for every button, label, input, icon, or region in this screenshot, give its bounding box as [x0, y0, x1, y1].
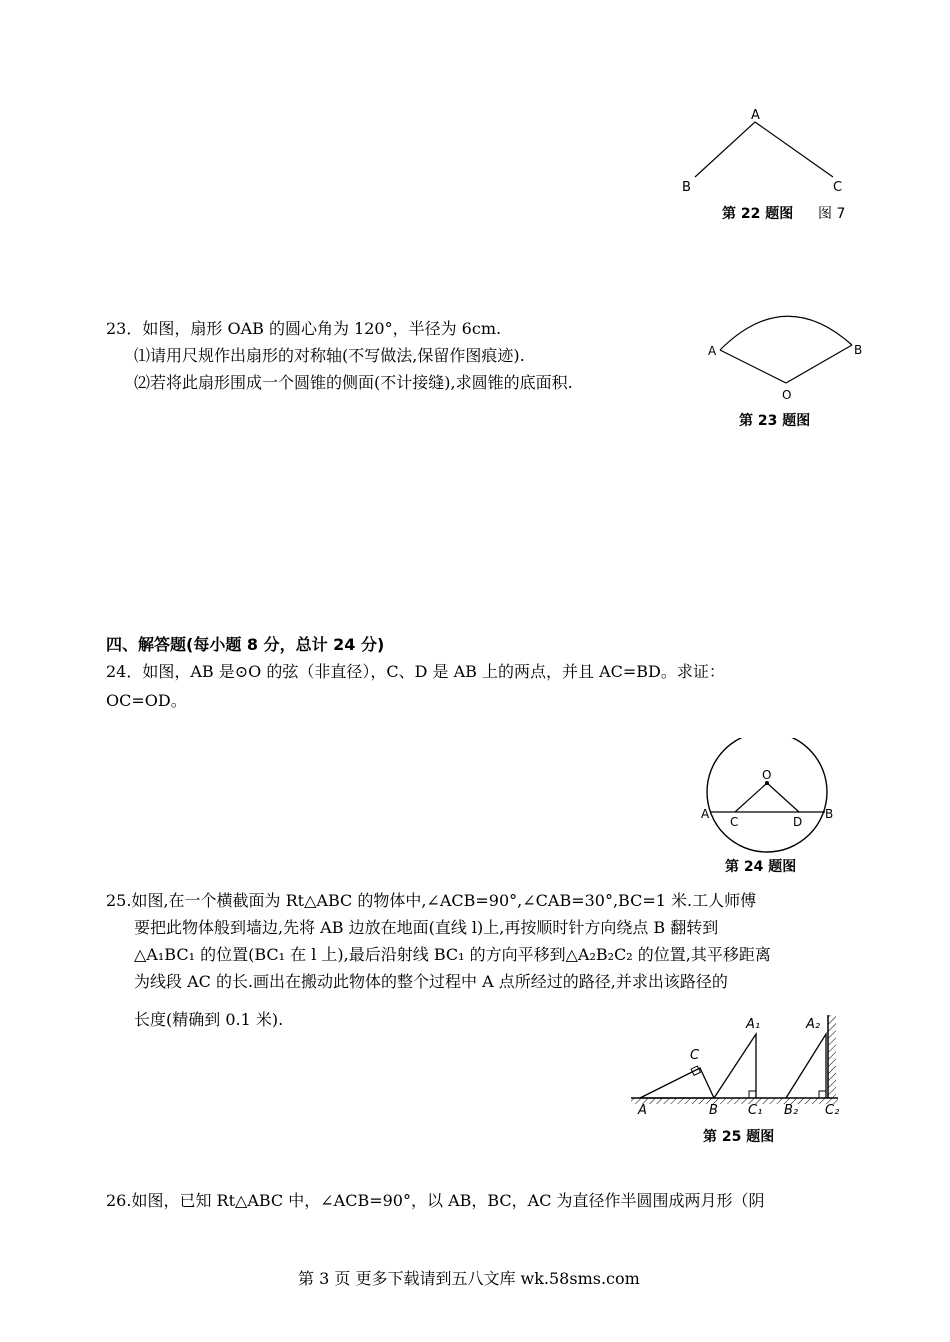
- radius-oa: [720, 350, 786, 383]
- q23-line-2: ⑴请用尺规作出扇形的对称轴(不写做法,保留作图痕迹).: [134, 346, 525, 365]
- ground-hatch: [631, 1098, 838, 1104]
- section-4-heading: 四、解答题(每小题 8 分，总计 24 分): [106, 635, 385, 654]
- vertex-c-label: C: [833, 180, 843, 195]
- q25-line-4: 为线段 AC 的长.画出在搬动此物体的整个过程中 A 点所经过的路径,并求出该路径的: [134, 972, 728, 991]
- circle-o: [707, 738, 827, 852]
- figure-22: [675, 105, 855, 195]
- point-a-label: A: [638, 1103, 647, 1118]
- point-b-label: B: [825, 807, 834, 821]
- radius-ob: [786, 345, 852, 383]
- point-d-label: D: [793, 815, 803, 829]
- figure-7-caption: 图 7: [818, 206, 846, 222]
- point-a-label: A: [708, 344, 717, 358]
- q25-line-1: 25.如图,在一个横截面为 Rt△ABC 的物体中,∠ACB=90°,∠CAB=30°,BC=1 米.工人师傅: [106, 891, 757, 910]
- right-angle-c1: [749, 1091, 756, 1098]
- q23-line-1: 23．如图，扇形 OAB 的圆心角为 120°，半径为 6cm.: [106, 319, 502, 338]
- triangle-abc: [695, 122, 833, 177]
- figure-25-caption: 第 25 题图: [703, 1129, 775, 1145]
- q25-line-5: 长度(精确到 0.1 米).: [134, 1010, 284, 1029]
- point-b-label: B: [854, 343, 863, 357]
- vertex-b-label: B: [682, 180, 691, 195]
- point-a2-label: A₂: [806, 1017, 821, 1032]
- q23-line-3: ⑵若将此扇形围成一个圆锥的侧面(不计接缝),求圆锥的底面积.: [134, 373, 573, 392]
- segment-od: [767, 783, 799, 812]
- point-b2-label: B₂: [784, 1103, 799, 1118]
- point-o-label: O: [762, 768, 772, 782]
- point-b-label: B: [709, 1103, 718, 1118]
- q25-line-3: △A₁BC₁ 的位置(BC₁ 在 l 上),最后沿射线 BC₁ 的方向平移到△A₂B₂C₂ 的位置,其平移距离: [134, 945, 771, 964]
- point-c-label: C: [730, 815, 739, 829]
- triangle-a1bc1: [714, 1034, 756, 1098]
- point-c2-label: C₂: [825, 1103, 840, 1118]
- segment-oc: [735, 783, 767, 812]
- vertex-a-label: A: [751, 108, 760, 123]
- triangle-abc: [640, 1068, 714, 1098]
- point-a-label: A: [701, 807, 710, 821]
- page-footer: 第 3 页 更多下载请到五八文库 wk.58sms.com: [298, 1269, 640, 1288]
- point-o-label: O: [782, 388, 792, 402]
- figure-22-caption: 第 22 题图: [722, 206, 794, 222]
- figure-24: [695, 738, 840, 853]
- sector-arc: [720, 316, 852, 350]
- q25-line-2: 要把此物体般到墙边,先将 AB 边放在地面(直线 l)上,再按顺时针方向绕点 B 翻转到: [134, 918, 719, 937]
- figure-24-caption: 第 24 题图: [725, 859, 797, 875]
- point-c1-label: C₁: [748, 1103, 763, 1118]
- point-c-label: C: [690, 1048, 700, 1063]
- figure-25: [628, 1012, 848, 1120]
- wall-hatch: [828, 1015, 836, 1098]
- triangle-a2b2c2: [786, 1034, 826, 1098]
- figure-23: [700, 300, 870, 405]
- q24-line-2: OC=OD。: [106, 691, 187, 710]
- right-angle-c2: [819, 1091, 826, 1098]
- figure-23-caption: 第 23 题图: [739, 413, 811, 429]
- q26-line-1: 26.如图，已知 Rt△ABC 中，∠ACB=90°，以 AB，BC，AC 为直径作半圆围成两月形（阴: [106, 1191, 765, 1210]
- point-a1-label: A₁: [746, 1017, 761, 1032]
- q24-line-1: 24．如图，AB 是⊙O 的弦（非直径），C、D 是 AB 上的两点，并且 AC=BD。求证：: [106, 662, 725, 681]
